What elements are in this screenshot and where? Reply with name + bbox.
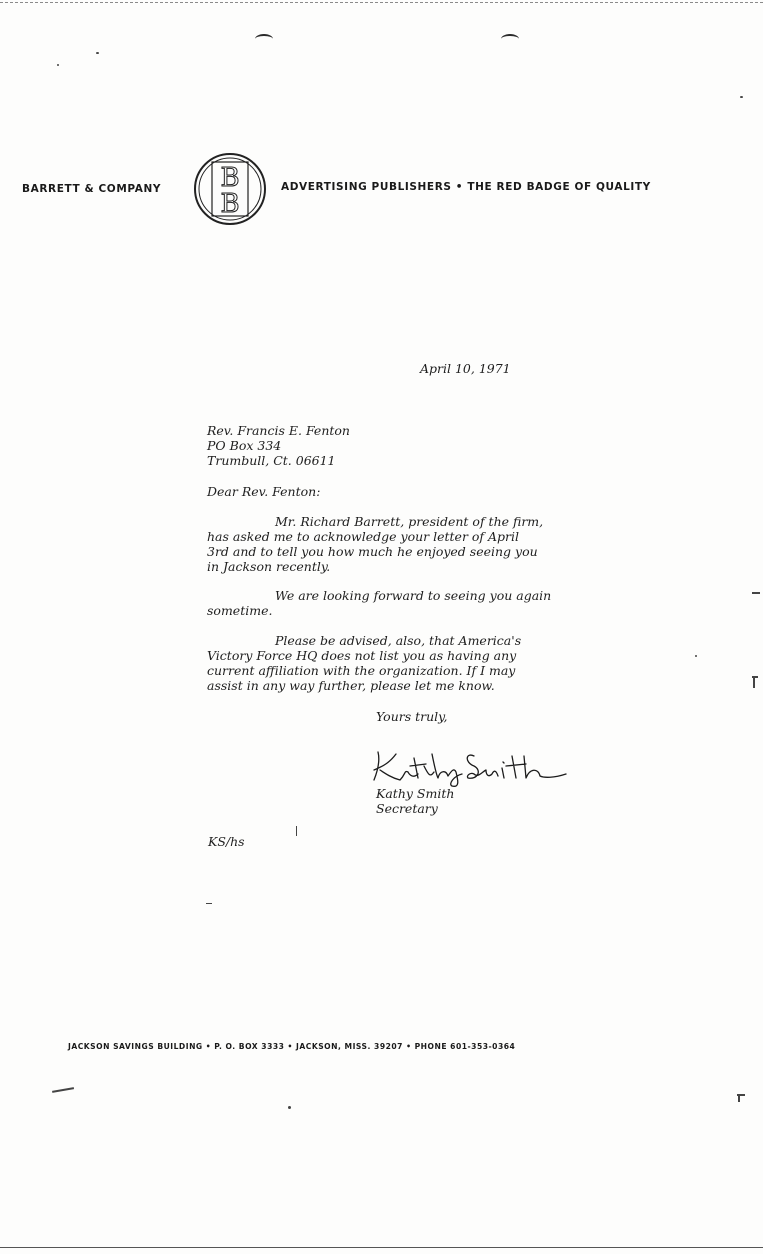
scan-speck: [96, 52, 99, 54]
scan-speck: [288, 1106, 291, 1109]
paragraph-1-line: in Jackson recently.: [207, 559, 331, 574]
scan-speck: [57, 64, 59, 66]
scan-speck: [695, 655, 697, 657]
handwritten-signature: [370, 744, 570, 788]
paragraph-3-line: current affiliation with the organization. If I may: [207, 663, 516, 678]
scan-speck: [752, 592, 760, 594]
paragraph-1-line: 3rd and to tell you how much he enjoyed seeing you: [207, 544, 538, 559]
company-logo: [190, 152, 270, 226]
paragraph-1-line: Mr. Richard Barrett, president of the firm,: [275, 514, 544, 529]
salutation: Dear Rev. Fenton:: [207, 484, 321, 499]
top-edge-dashes: [0, 2, 763, 3]
paragraph-2-line: sometime.: [207, 603, 273, 618]
company-name: BARRETT & COMPANY: [22, 183, 162, 195]
punch-mark-left: [255, 34, 273, 44]
paragraph-3-line: assist in any way further, please let me know.: [207, 678, 495, 693]
body-paragraph-2: [207, 588, 551, 618]
bottom-edge-rule: [0, 1247, 763, 1248]
body-paragraph-1: [207, 514, 543, 574]
scan-speck: [296, 826, 297, 836]
signer-title: Secretary: [376, 801, 438, 816]
recipient-name: Rev. Francis E. Fenton: [207, 423, 350, 438]
recipient-address-line1: PO Box 334: [207, 438, 282, 453]
paragraph-3-line: Please be advised, also, that America's: [275, 633, 522, 648]
paragraph-1-line: has asked me to acknowledge your letter of April: [207, 529, 520, 544]
paragraph-3-line: Victory Force HQ does not list you as having any: [207, 648, 517, 663]
logo-letter-top: B: [220, 163, 240, 193]
logo-letter-bottom: B: [220, 189, 240, 219]
scan-speck: [206, 903, 212, 904]
footer-address: JACKSON SAVINGS BUILDING • P. O. BOX 3333 • JACKSON, MISS. 39207 • PHONE 601-353-0364: [68, 1042, 516, 1051]
closing: Yours truly,: [376, 709, 448, 724]
scan-speck: [753, 678, 755, 688]
letter-date: April 10, 1971: [420, 361, 511, 376]
scan-speck: [740, 96, 743, 98]
paragraph-2-line: We are looking forward to seeing you again: [275, 588, 552, 603]
signer-name: Kathy Smith: [376, 786, 455, 801]
reference-initials: KS/hs: [208, 834, 245, 849]
recipient-address-line2: Trumbull, Ct. 06611: [207, 453, 336, 468]
scan-speck: [738, 1095, 740, 1102]
body-paragraph-3: [207, 633, 521, 693]
company-tagline: ADVERTISING PUBLISHERS • THE RED BADGE OF QUALITY: [281, 181, 651, 193]
punch-mark-right: [501, 34, 519, 44]
scan-speck: [52, 1087, 74, 1092]
